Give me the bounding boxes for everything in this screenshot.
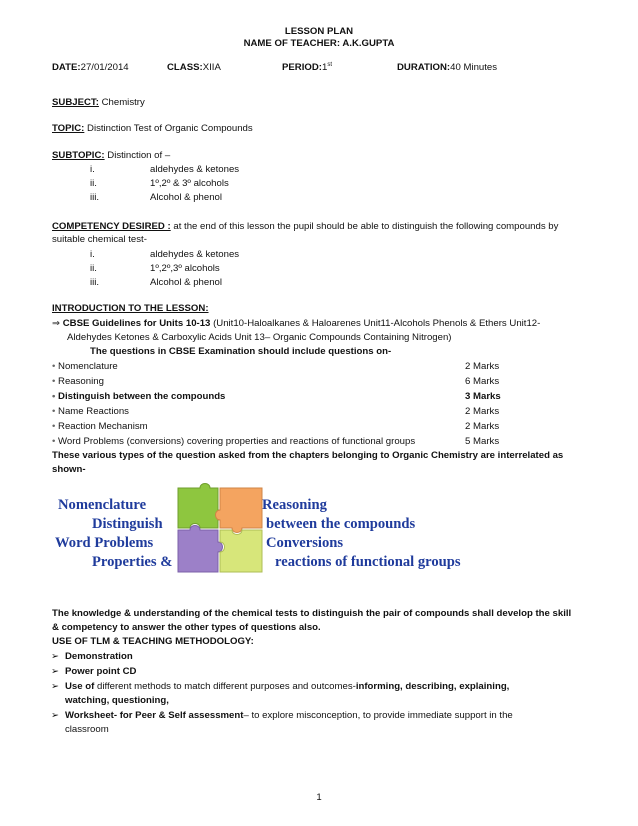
class-field: CLASS:XIIA — [167, 62, 221, 73]
subject-line: SUBJECT: Chemistry — [52, 97, 145, 108]
arrowhead-icon: ➢ — [51, 681, 60, 692]
puzzle-text-word-problems: Word Problems — [55, 535, 154, 551]
date-field: DATE:27/01/2014 — [52, 62, 129, 73]
puzzle-text-distinguish: Distinguish — [92, 516, 163, 532]
question-item: • Distinguish between the compounds — [52, 391, 226, 402]
bullet-icon: • — [52, 391, 56, 402]
arrowhead-icon: ➢ — [51, 651, 60, 662]
question-marks: 2 Marks — [465, 421, 500, 432]
introduction-heading: INTRODUCTION TO THE LESSON: — [52, 303, 209, 314]
interrelated-line-2: shown- — [52, 464, 86, 475]
competency-item: aldehydes & ketones — [150, 249, 240, 260]
question-marks: 2 Marks — [465, 361, 500, 372]
bullet-icon: • — [52, 421, 56, 432]
puzzle-text-reasoning: Reasoning — [262, 497, 327, 513]
guidelines-line-2: Aldehydes Ketones & Carboxylic Acids Unit 13– Organic Compounds Containing Nitrogen) — [67, 332, 452, 343]
document-title: LESSON PLAN — [284, 26, 354, 37]
question-marks: 2 Marks — [465, 406, 500, 417]
knowledge-line: The knowledge & understanding of the chemical tests to distinguish the pair of compounds shall develop the skill — [52, 608, 572, 619]
teacher-name: NAME OF TEACHER: A.K.GUPTA — [243, 38, 395, 49]
puzzle-text-nomenclature: Nomenclature — [58, 497, 147, 513]
puzzle-text-conversions: Conversions — [266, 535, 344, 551]
question-marks: 6 Marks — [465, 376, 500, 387]
question-item: • Word Problems (conversions) covering properties and reactions of functional groups — [52, 436, 416, 447]
subtopic-num: ii. — [90, 178, 97, 189]
tlm-heading: USE OF TLM & TEACHING METHODOLOGY: — [52, 636, 254, 647]
question-marks: 5 Marks — [465, 436, 500, 447]
question-item: • Name Reactions — [52, 406, 129, 417]
puzzle-piece-orange — [216, 488, 263, 533]
question-item: • Reaction Mechanism — [52, 421, 148, 432]
competency-item: Alcohol & phenol — [150, 277, 223, 288]
question-item: • Reasoning — [52, 376, 104, 387]
subtopic-num: iii. — [90, 192, 100, 203]
tlm-item: ➢ Demonstration — [51, 651, 133, 662]
period-field: PERIOD:1st — [282, 62, 332, 74]
tlm-item-continued: watching, questioning, — [65, 695, 169, 706]
subtopic-item: Alcohol & phenol — [150, 192, 223, 203]
competency-line: COMPETENCY DESIRED : at the end of this lesson the pupil should be able to distinguish the following compounds by — [52, 221, 559, 232]
subtopic-item: aldehydes & ketones — [150, 164, 240, 175]
tlm-item-continued: classroom — [65, 724, 109, 735]
bullet-icon: • — [52, 406, 56, 417]
questions-heading: The questions in CBSE Examination should include questions on- — [90, 346, 392, 357]
subtopic-num: i. — [90, 164, 95, 175]
competency-num: i. — [90, 249, 95, 260]
subtopic-item: 1º,2º & 3º alcohols — [150, 178, 229, 189]
puzzle-piece-yellowgreen — [220, 530, 262, 572]
puzzle-graphic — [170, 480, 270, 580]
puzzle-text-properties: Properties & — [92, 554, 173, 570]
guidelines-line: ⇒ CBSE Guidelines for Units 10-13 (Unit10-Haloalkanes & Haloarenes Unit11-Alcohols Phenols & Ethers Unit12- — [52, 318, 541, 329]
competency-item: 1º,2º,3º alcohols — [150, 263, 220, 274]
bullet-icon: • — [52, 376, 56, 387]
competency-num: iii. — [90, 277, 100, 288]
interrelated-line: These various types of the question asked from the chapters belonging to Organic Chemistry are interrelated as — [52, 450, 564, 461]
puzzle-text-between-compounds: between the compounds — [266, 516, 416, 532]
tlm-item: ➢ Worksheet- for Peer & Self assessment– to explore misconception, to provide immediate support in the — [51, 710, 513, 721]
subtopic-line: SUBTOPIC: Distinction of – — [52, 150, 171, 161]
competency-line-2: suitable chemical test- — [52, 234, 147, 245]
arrowhead-icon: ➢ — [51, 710, 60, 721]
topic-line: TOPIC: Distinction Test of Organic Compounds — [52, 123, 253, 134]
page-number: 1 — [316, 792, 322, 803]
bullet-icon: • — [52, 436, 56, 447]
puzzle-text-reactions: reactions of functional groups — [275, 554, 461, 570]
competency-num: ii. — [90, 263, 97, 274]
arrowhead-icon: ➢ — [51, 666, 60, 677]
bullet-icon: • — [52, 361, 56, 372]
arrow-icon: ⇒ — [52, 318, 61, 329]
question-item: • Nomenclature — [52, 361, 118, 372]
tlm-item: ➢ Power point CD — [51, 666, 137, 677]
tlm-item: ➢ Use of different methods to match different purposes and outcomes-informing, describing, explaining, — [51, 681, 510, 692]
puzzle-piece-green — [178, 484, 223, 529]
duration-field: DURATION:40 Minutes — [397, 62, 498, 73]
puzzle-piece-purple — [178, 526, 223, 573]
knowledge-line-2: & competency to answer the other types of questions also. — [52, 622, 321, 633]
question-marks: 3 Marks — [465, 391, 501, 402]
